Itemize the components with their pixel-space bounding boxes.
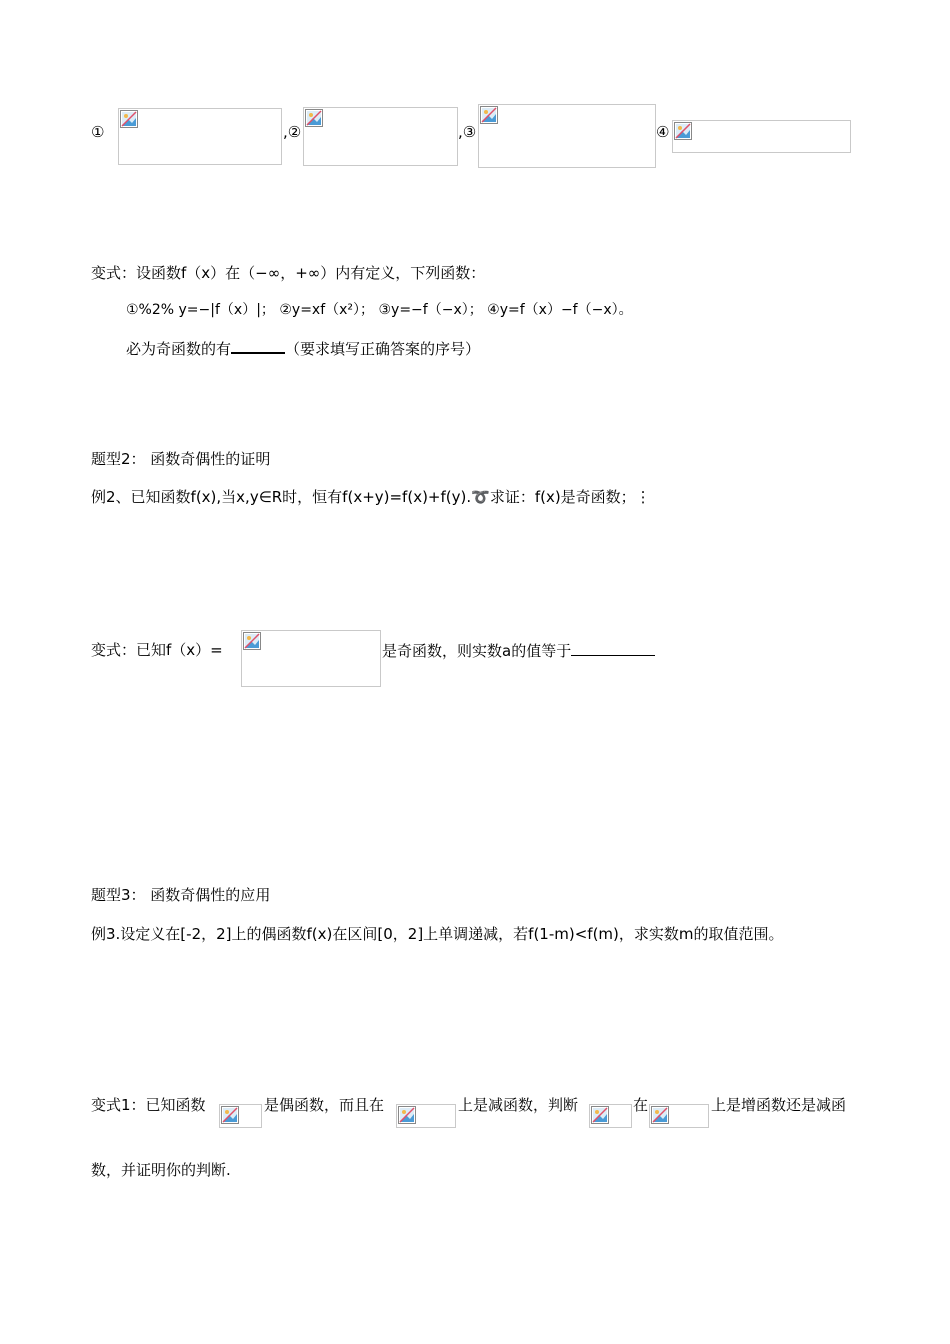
formula-image-1: [118, 108, 282, 165]
example-3: 例3.设定义在[-2，2]上的偶函数f(x)在区间[0，2]上单调递减，若f(1-m)<f(m)，求实数m的取值范围。: [91, 925, 784, 943]
variant-2-prefix: 变式：已知f（x）=: [91, 641, 223, 659]
broken-image-icon: [674, 122, 692, 140]
formula-image-2: [303, 107, 458, 166]
formula-image-interval-2: [649, 1104, 709, 1128]
variant-stem: 变式：设函数f（x）在（−∞，+∞）内有定义，下列函数：: [91, 264, 486, 282]
example-2-text: 例2、已知函数f(x),当x,y∈R时，恒有f(x+y)=f(x)+f(y).: [91, 488, 472, 506]
variant-3-part5: 上是增函数还是减函: [711, 1096, 847, 1114]
variant-2-suffix: 是奇函数，则实数a的值等于: [382, 642, 572, 660]
broken-image-icon: [651, 1106, 669, 1124]
option-marker-2: ,②: [283, 123, 302, 141]
broken-image-icon: [398, 1106, 416, 1124]
answer-blank-a[interactable]: [571, 640, 655, 656]
option-marker-1: ①: [91, 123, 105, 141]
variant-ask-prefix: 必为奇函数的有: [126, 340, 232, 358]
answer-blank[interactable]: [231, 337, 285, 354]
broken-image-icon: [480, 106, 498, 124]
variant-options: ①%2% y=−|f（x）|； ②y=xf（x²）； ③y=−f（−x）； ④y=f（x）−f（−x）。: [126, 302, 633, 318]
example-2: [91, 487, 651, 507]
example-2-tail: 求证：f(x)是奇函数；⋮: [489, 488, 651, 506]
formula-image-4: [672, 120, 851, 153]
broken-image-icon: [221, 1106, 239, 1124]
formula-image-y-2: [589, 1104, 632, 1128]
variant-3-part1: 变式1：已知函数: [91, 1096, 206, 1114]
variant-3-part4: 在: [633, 1096, 649, 1114]
decorative-glyph-icon: ➰: [471, 488, 490, 506]
section-title-type2: 题型2： 函数奇偶性的证明: [91, 450, 271, 468]
variant-2-suffix-line: [382, 640, 655, 661]
variant-3-part3: 上是减函数，判断: [458, 1096, 579, 1114]
formula-image-y: [219, 1104, 262, 1128]
variant-ask: [126, 337, 480, 359]
broken-image-icon: [591, 1106, 609, 1124]
formula-image-interval-1: [396, 1104, 456, 1128]
option-marker-3: ,③: [458, 123, 477, 141]
variant-3-part2: 是偶函数，而且在: [264, 1096, 385, 1114]
broken-image-icon: [305, 109, 323, 127]
option-marker-4: ④: [656, 123, 670, 141]
formula-image-fx: [241, 630, 381, 687]
broken-image-icon: [243, 632, 261, 650]
broken-image-icon: [120, 110, 138, 128]
formula-image-3: [478, 104, 656, 168]
variant-3-line2: 数，并证明你的判断.: [91, 1161, 231, 1179]
section-title-type3: 题型3： 函数奇偶性的应用: [91, 886, 271, 904]
variant-ask-suffix: （要求填写正确答案的序号）: [285, 340, 481, 358]
